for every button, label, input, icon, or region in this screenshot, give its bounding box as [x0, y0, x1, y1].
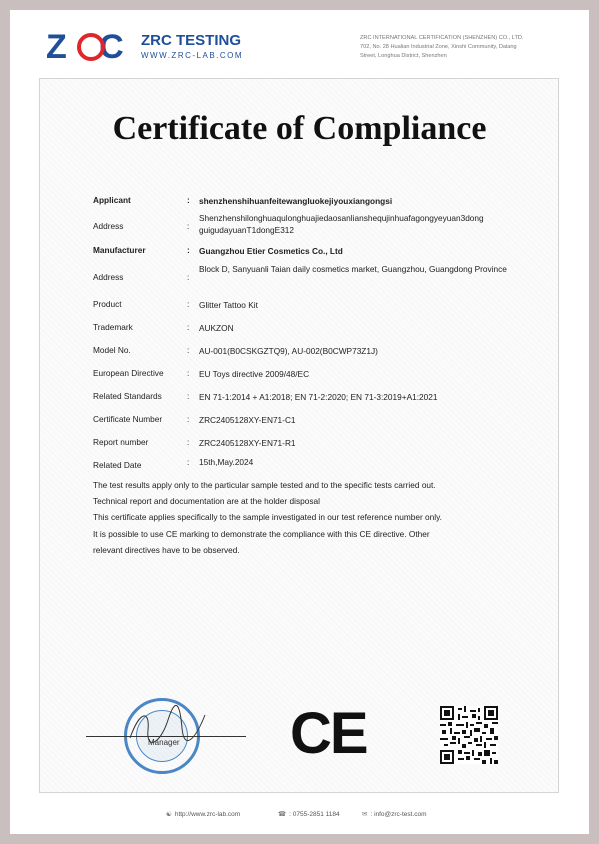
- logo-mark: Z C: [46, 28, 125, 66]
- field-value: shenzhenshihuanfeitewangluokejiyouxiangongsi: [199, 196, 393, 206]
- statement-line: It is possible to use CE marking to demonstrate the compliance with this CE directive. Other: [93, 528, 430, 539]
- field-value: 15th,May.2024: [199, 457, 254, 467]
- certificate-title: Certificate of Compliance: [112, 110, 487, 147]
- field-value: ZRC2405128XY-EN71-R1: [199, 438, 296, 448]
- logo-ring-icon: [77, 33, 105, 61]
- field-label: Model No.: [93, 345, 131, 355]
- qr-code-icon: [440, 706, 498, 764]
- statement-line: This certificate applies specifically to the sample investigated in our test reference number only.: [93, 512, 442, 523]
- company-line: 702, No. 28 Hualian Industrial Zone, Xinshi Community, Dalang: [360, 44, 517, 50]
- footer-website: ☯ http://www.zrc-lab.com: [166, 811, 241, 818]
- signature-line: [86, 736, 246, 737]
- field-value: Block D, Sanyuanli Taian daily cosmetics market, Guangzhou, Guangdong Province: [199, 264, 507, 274]
- certificate-frame: [39, 78, 559, 793]
- field-label: Applicant: [93, 195, 131, 205]
- compliance-statement: [93, 477, 513, 558]
- field-label: Related Date: [93, 460, 142, 470]
- field-label: Certificate Number: [93, 414, 163, 424]
- footer-email: ✉ : info@zrc-test.com: [362, 811, 427, 818]
- field-value: EN 71-1:2014 + A1:2018; EN 71-2:2020; EN 71-3:2019+A1:2021: [199, 392, 438, 402]
- globe-icon: ☯: [166, 811, 172, 818]
- phone-icon: ☎: [278, 811, 287, 818]
- field-value: ZRC2405128XY-EN71-C1: [199, 415, 296, 425]
- company-line: Street, Longhua District, Shenzhen: [360, 53, 447, 59]
- field-label: Product: [93, 299, 122, 309]
- company-line: ZRC INTERNATIONAL CERTIFICATION (SHENZHEN) CO., LTD.: [360, 35, 524, 41]
- field-value: EU Toys directive 2009/48/EC: [199, 369, 310, 379]
- field-label: Manufacturer: [93, 245, 146, 255]
- statement-line: Technical report and documentation are at the holder disposal: [93, 496, 320, 507]
- ce-mark: CE: [290, 701, 367, 766]
- field-label: Address: [93, 221, 124, 231]
- footer-phone: ☎ : 0755-2851 1184: [278, 811, 340, 818]
- company-address: [360, 34, 560, 61]
- field-value: Glitter Tattoo Kit: [199, 300, 258, 310]
- logo-website: WWW.ZRC-LAB.COM: [141, 51, 244, 60]
- mail-icon: ✉: [362, 811, 368, 818]
- field-value: AUKZON: [199, 323, 234, 333]
- field-label: Report number: [93, 437, 149, 447]
- signature-role: Manager: [148, 738, 180, 747]
- field-label: Address: [93, 272, 124, 282]
- logo-name: ZRC TESTING: [141, 32, 241, 49]
- field-value: AU-001(B0CSKGZTQ9), AU-002(B0CWP73Z1J): [199, 346, 378, 356]
- field-value: Guangzhou Etier Cosmetics Co., Ltd: [199, 246, 343, 256]
- field-label: Related Standards: [93, 391, 162, 401]
- field-value: Shenzhenshilonghuaqulonghuajiedaosanlianshequjinhuafagongyeyuan3dong guigudayuanT1dongE312: [199, 213, 484, 235]
- statement-line: relevant directives have to be observed.: [93, 544, 240, 555]
- field-label: European Directive: [93, 368, 164, 378]
- field-label: Trademark: [93, 322, 133, 332]
- statement-line: The test results apply only to the particular sample tested and to the specific tests carried out.: [93, 480, 436, 490]
